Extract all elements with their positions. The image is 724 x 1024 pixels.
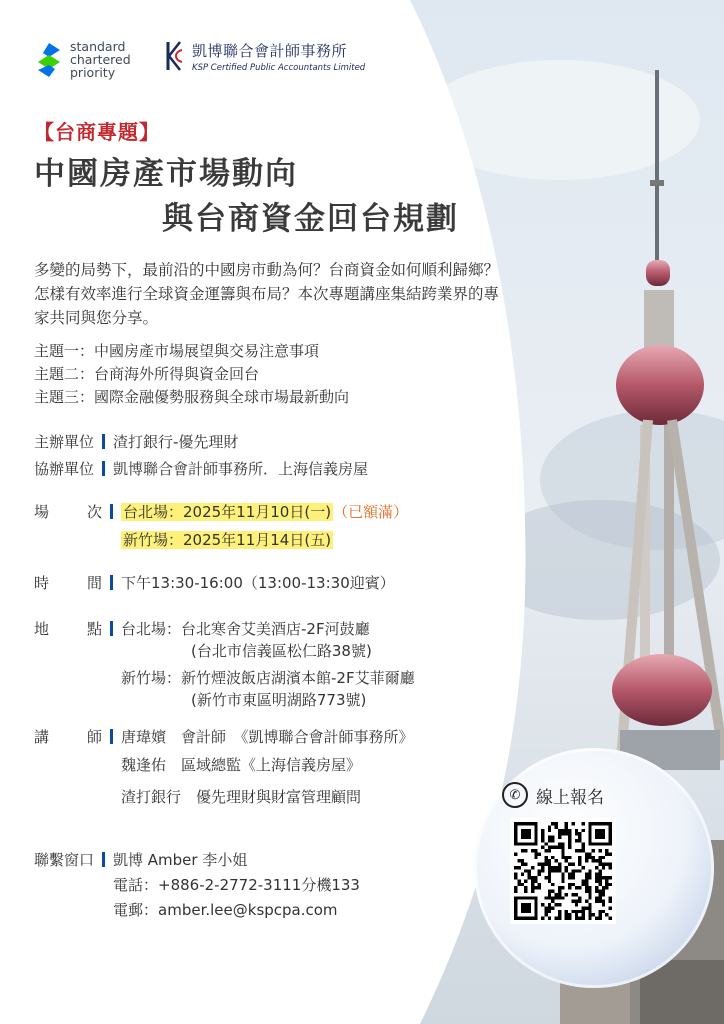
venue-taipei: 台北場：台北寒舍艾美酒店-2F河鼓廳	[121, 620, 370, 638]
sc-wordmark-line1: standard	[70, 39, 126, 54]
registration-qr-code[interactable]	[510, 818, 616, 924]
time-label-b: 間	[86, 574, 102, 592]
contact-label: 聯繫窗口	[34, 851, 95, 869]
divider-bar	[110, 621, 113, 636]
qr-code-image	[514, 822, 612, 920]
speaker-item: 渣打銀行 優先理財與財富管理顧問	[121, 788, 362, 806]
venue-hsinchu: 新竹場：新竹煙波飯店湖濱本館-2F艾菲爾廳	[121, 669, 415, 687]
topics-list	[34, 340, 349, 409]
venue-label-b: 點	[86, 620, 102, 638]
ksp-logo	[160, 38, 365, 74]
time-label-a: 時	[34, 574, 50, 592]
session-taipei: 台北場：2025年11月10日(一)	[123, 503, 332, 521]
divider-bar	[102, 852, 105, 867]
venue-row	[34, 618, 415, 711]
venue-label-a: 地	[34, 620, 50, 638]
registration-title[interactable]	[502, 782, 604, 808]
venue-taipei-address: (台北市信義區松仁路38號)	[191, 642, 372, 660]
session-taipei-status: （已額滿）	[333, 503, 409, 521]
contact-phone[interactable]: 電話：+886-2-2772-3111分機133	[113, 876, 360, 894]
topic-item: 主題一：中國房產市場展望與交易注意事項	[34, 342, 320, 360]
venue-hsinchu-address: (新竹市東區明湖路773號)	[191, 691, 367, 709]
topic-tag: 【台商專題】	[34, 120, 160, 144]
contact-email[interactable]: 電郵：amber.lee@kspcpa.com	[113, 901, 338, 919]
organizer-label: 主辦單位	[34, 433, 95, 451]
sessions-label	[34, 501, 102, 522]
organizer-row	[34, 431, 238, 452]
standard-chartered-logo	[36, 40, 131, 79]
ksp-mark-icon	[160, 38, 186, 74]
sessions-label-b: 次	[86, 503, 102, 521]
sessions-row	[34, 501, 408, 551]
phone-icon: ✆	[502, 782, 528, 808]
divider-bar	[110, 575, 113, 590]
co-organizer-value: 凱博聯合會計師事務所．上海信義房屋	[113, 460, 369, 478]
contact-name: 凱博 Amber 李小姐	[113, 851, 248, 869]
registration-title-text: 線上報名	[536, 787, 604, 808]
page-title-line2: 與台商資金回台規劃	[162, 201, 459, 237]
time-value: 下午13:30-16:00（13:00-13:30迎賓）	[121, 574, 395, 592]
topic-item: 主題二：台商海外所得與資金回台	[34, 365, 260, 383]
speakers-row	[34, 726, 414, 808]
ksp-name-cn: 凱博聯合會計師事務所	[192, 41, 348, 60]
sc-wordmark-line3: priority	[70, 65, 116, 80]
co-organizer-row	[34, 458, 368, 479]
sessions-label-a: 場	[34, 503, 50, 521]
speaker-item: 唐瑋嬪 會計師 《凱博聯合會計師事務所》	[121, 728, 414, 746]
divider-bar	[110, 504, 113, 519]
page-title-line1: 中國房產市場動向	[34, 156, 298, 192]
intro-paragraph: 多變的局勢下，最前沿的中國房市動為何？台商資金如何順利歸鄉？怎樣有效率進行全球資金運籌與布局？本次專題講座集結跨業界的專家共同與您分享。	[34, 261, 500, 327]
speakers-label-b: 師	[86, 728, 102, 746]
ksp-name-en: KSP Certified Public Accountants Limited	[192, 62, 366, 73]
contact-row	[34, 849, 360, 921]
sc-wordmark-line2: chartered	[70, 52, 131, 67]
divider-bar	[110, 729, 113, 744]
topic-item: 主題三：國際金融優勢服務與全球市場最新動向	[34, 388, 350, 406]
organizer-value: 渣打銀行-優先理財	[113, 433, 239, 451]
speakers-label-a: 講	[34, 728, 50, 746]
time-row	[34, 572, 395, 593]
speakers-label	[34, 726, 102, 747]
speaker-item: 魏逢佑 區域總監《上海信義房屋》	[121, 756, 362, 774]
session-hsinchu: 新竹場：2025年11月14日(五)	[123, 531, 332, 549]
time-label	[34, 572, 102, 593]
divider-bar	[102, 434, 105, 449]
standard-chartered-icon	[36, 41, 62, 79]
venue-label	[34, 618, 102, 639]
co-organizer-label: 協辦單位	[34, 460, 95, 478]
divider-bar	[102, 461, 105, 476]
